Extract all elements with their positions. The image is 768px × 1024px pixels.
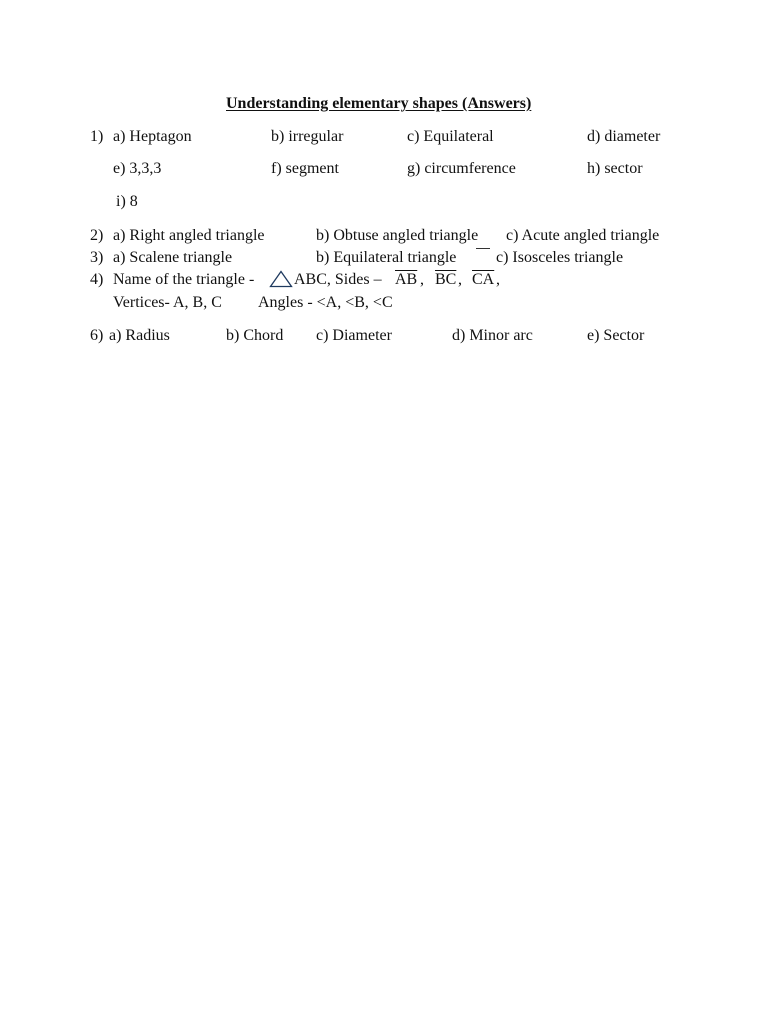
page-title: Understanding elementary shapes (Answers)	[226, 95, 532, 112]
q4-side-ca: $\overline{CA}$	[472, 271, 495, 288]
q2-answer-b: b) Obtuse angled triangle	[316, 227, 479, 244]
q3-number: 3)	[90, 249, 104, 266]
q1-answer-a: a) Heptagon	[113, 128, 192, 145]
q2-number: 2)	[90, 227, 104, 244]
q1-answer-f: f) segment	[271, 160, 339, 177]
q4-sep-3: ,	[496, 271, 500, 288]
q4-side-bc: $\overline{BC}$	[435, 271, 457, 288]
q6-answer-b: b) Chord	[226, 327, 284, 344]
q4-name-label: Name of the triangle -	[113, 271, 255, 288]
q4-sep-2: ,	[458, 271, 462, 288]
q3-answer-a: a) Scalene triangle	[113, 249, 233, 266]
q6-number: 6)	[90, 327, 104, 344]
q2-answer-c: c) Acute angled triangle	[506, 227, 660, 244]
q1-answer-c: c) Equilateral	[407, 128, 494, 145]
q3-answer-b: b) Equilateral triangle	[316, 249, 457, 266]
q4-side-ab: $\overline{AB}$	[395, 271, 418, 288]
q4-angles: Angles - <A, <B, <C	[258, 294, 393, 311]
q4-vertices: Vertices- A, B, C	[113, 294, 222, 311]
q4-number: 4)	[90, 271, 104, 288]
q1-answer-e: e) 3,3,3	[113, 160, 162, 177]
q6-answer-a: a) Radius	[109, 327, 170, 344]
q2-answer-a: a) Right angled triangle	[113, 227, 265, 244]
triangle-icon	[269, 270, 293, 288]
q6-answer-e: e) Sector	[587, 327, 645, 344]
q1-answer-h: h) sector	[587, 160, 643, 177]
q1-answer-g: g) circumference	[407, 160, 516, 177]
q1-answer-b: b) irregular	[271, 128, 344, 145]
q1-answer-i: i) 8	[116, 193, 138, 210]
q1-number: 1)	[90, 128, 104, 145]
q6-answer-c: c) Diameter	[316, 327, 392, 344]
q3-answer-c: c) Isosceles triangle	[496, 249, 624, 266]
q6-answer-d: d) Minor arc	[452, 327, 533, 344]
q4-triangle-name: ABC, Sides –	[294, 271, 382, 288]
stray-dash	[476, 248, 490, 249]
q4-sep-1: ,	[420, 271, 424, 288]
q1-answer-d: d) diameter	[587, 128, 661, 145]
